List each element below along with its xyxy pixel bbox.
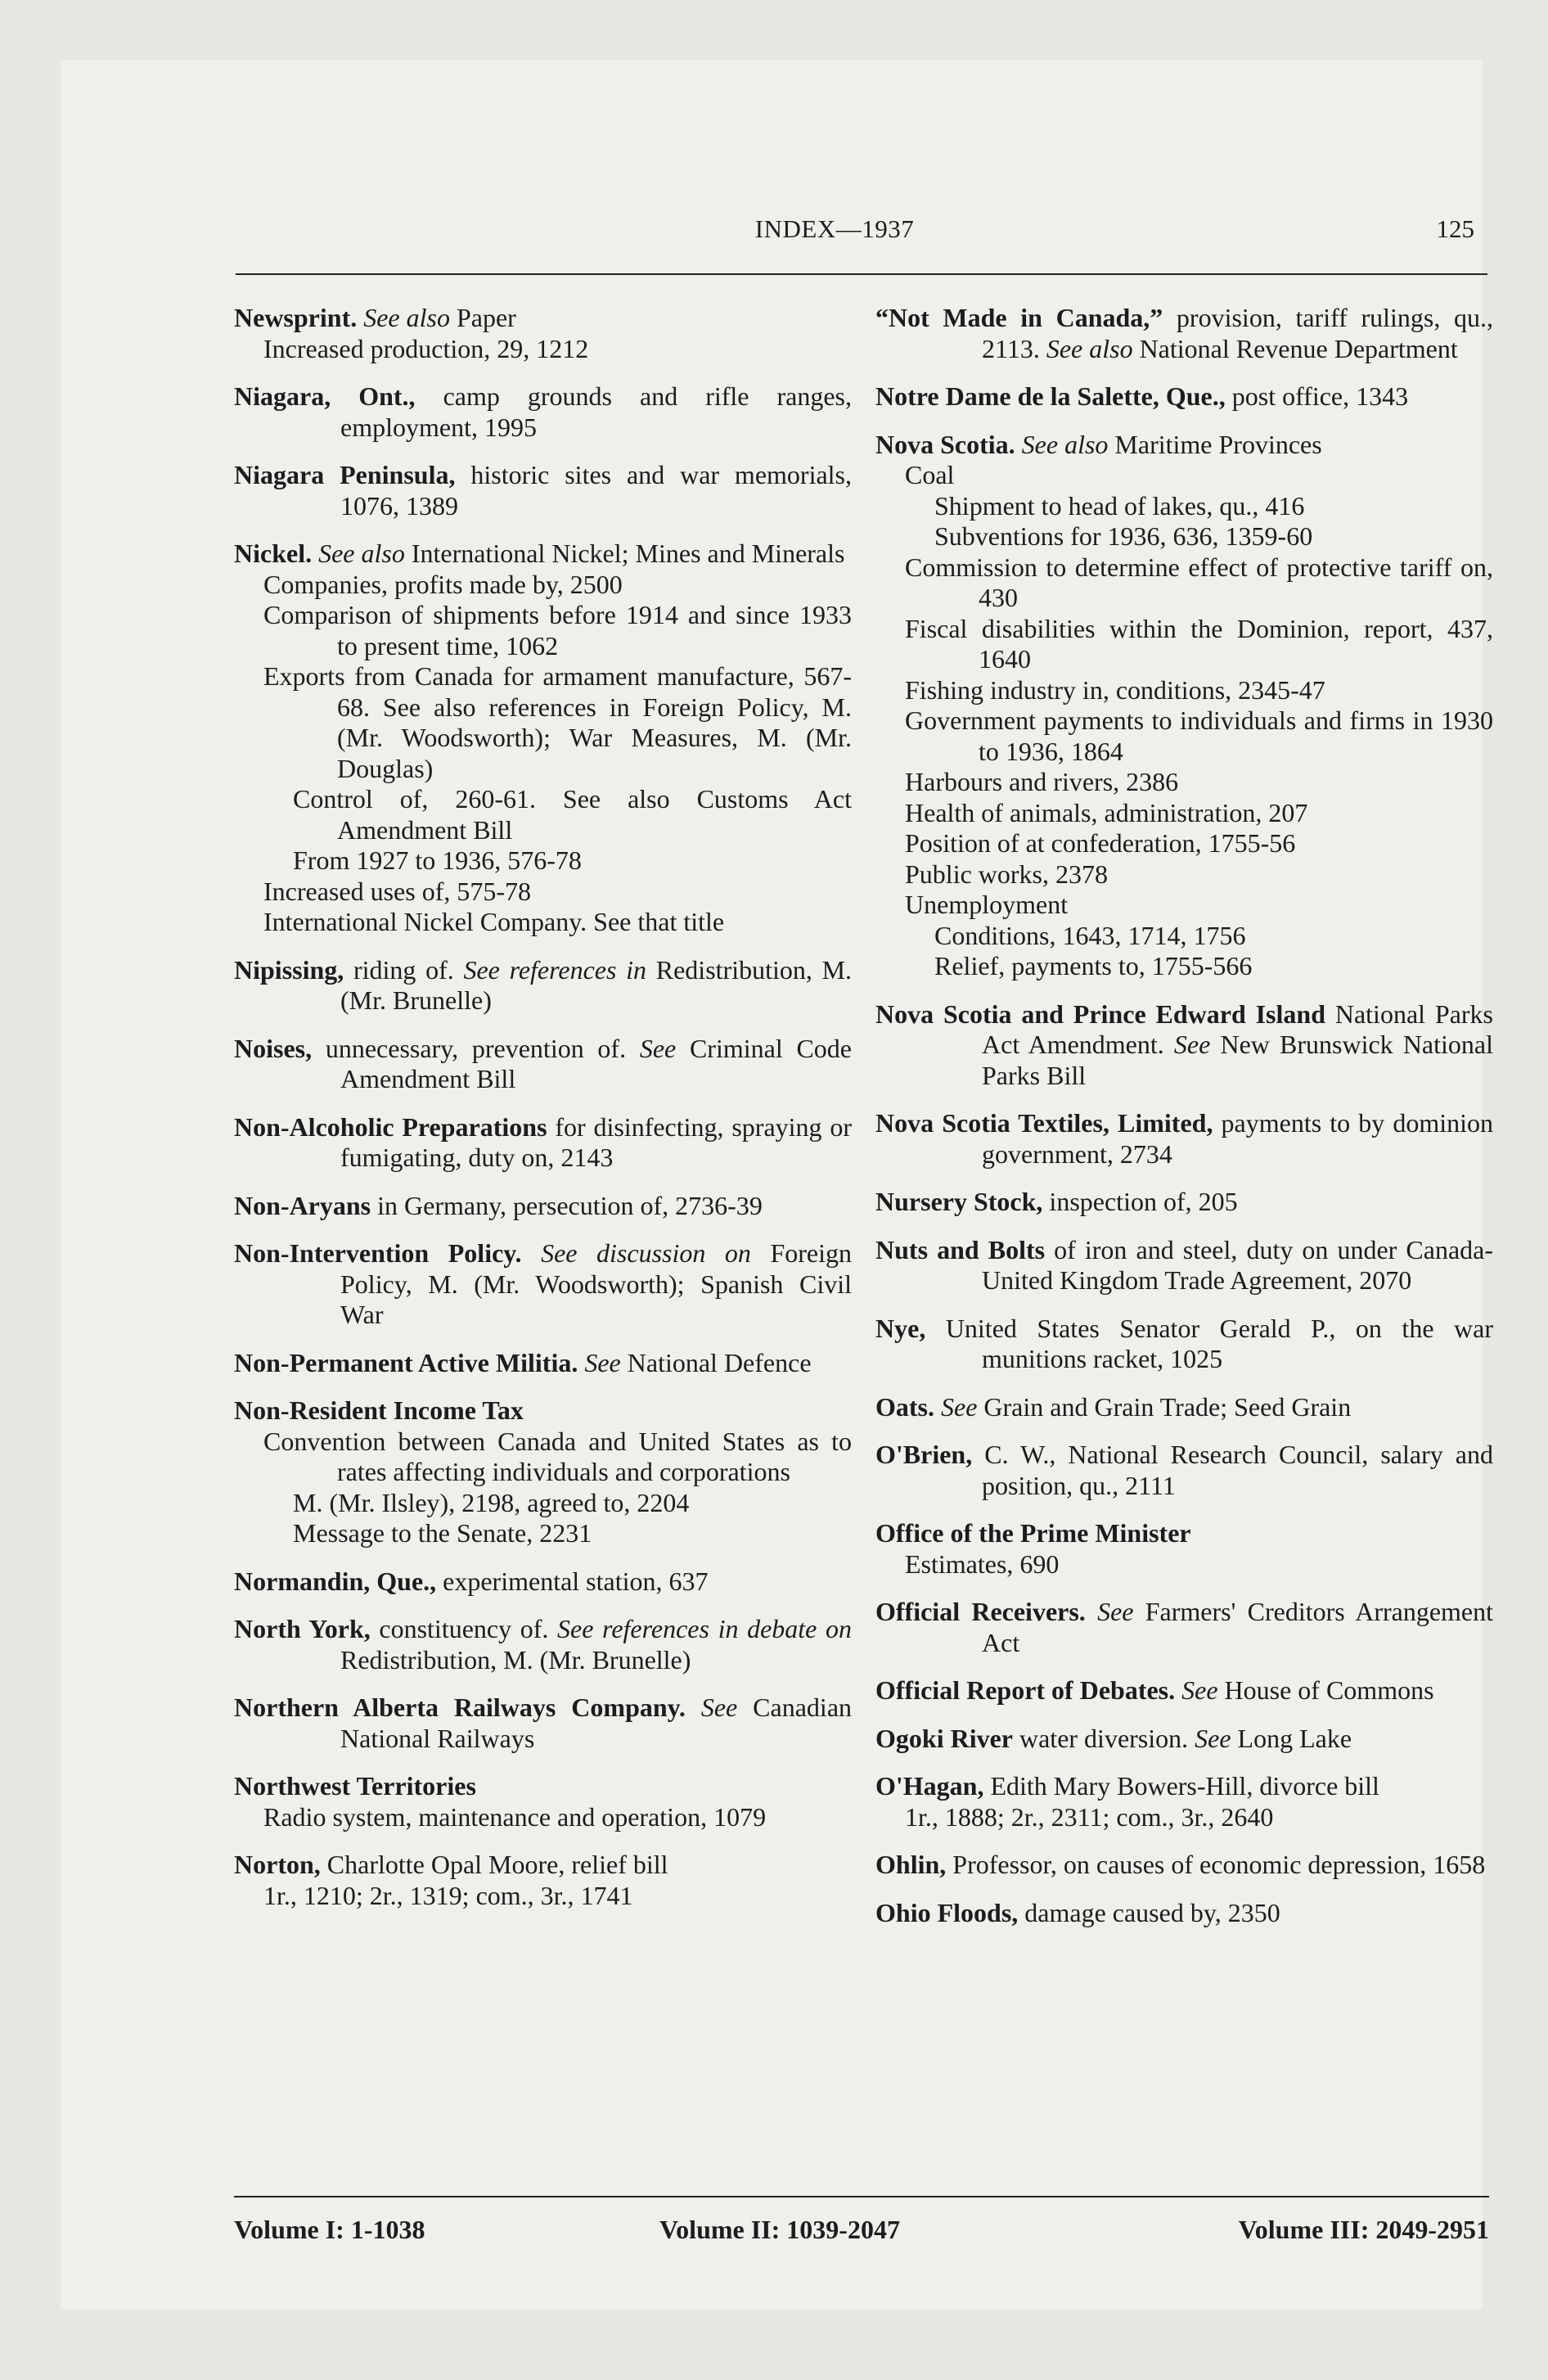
- entry-term: Ohio Floods,: [875, 1897, 1019, 1927]
- see-reference: See: [639, 1033, 677, 1063]
- entry-heading: [234, 1238, 852, 1331]
- index-entry: [234, 1850, 852, 1911]
- index-entry: [875, 303, 1493, 364]
- entry-text: International Nickel; Mines and Minerals: [404, 539, 845, 568]
- sub-entry: Coal: [905, 460, 955, 489]
- see-reference: See also: [318, 539, 405, 568]
- entry-text: Grain and Grain Trade; Seed Grain: [977, 1391, 1352, 1422]
- entry-heading: [234, 1395, 852, 1427]
- entry-text: water diversion.: [1012, 1723, 1195, 1753]
- index-page: [61, 61, 1494, 2310]
- entry-text: unnecessary, prevention of.: [312, 1033, 640, 1063]
- index-entry: [875, 1235, 1493, 1296]
- index-entry: [875, 1392, 1493, 1423]
- entry-heading: [234, 460, 852, 521]
- entry-term: O'Brien,: [875, 1440, 973, 1469]
- index-entry: [234, 1614, 852, 1675]
- entry-term: Non-Resident Income Tax: [234, 1395, 524, 1425]
- index-entry: [875, 1440, 1493, 1501]
- sub-entry: Message to the Senate, 2231: [293, 1518, 592, 1548]
- entry-text: Foreign Policy, M. (Mr. Woodsworth); Spanish Civil War: [340, 1238, 853, 1329]
- entry-text: Farmers' Creditors Arrangement Act: [982, 1597, 1494, 1657]
- index-entry: [234, 1771, 852, 1832]
- footer-rule: [234, 2196, 1489, 2197]
- see-reference: See references in: [463, 954, 647, 985]
- index-entry: [234, 539, 852, 938]
- entry-heading: [875, 1724, 1493, 1755]
- entry-heading: [234, 955, 852, 1016]
- see-reference: See: [941, 1391, 978, 1422]
- entry-term: Nye,: [875, 1313, 926, 1343]
- volume-1-range: Volume I: 1-1038: [234, 2215, 425, 2244]
- entry-term: Office of the Prime Minister: [875, 1518, 1191, 1548]
- entry-text: inspection of, 205: [1042, 1187, 1238, 1216]
- entry-text: Maritime Provinces: [1108, 429, 1322, 459]
- sub-entry: Estimates, 690: [905, 1548, 1060, 1579]
- sub-entry: Control of, 260-61. See also Customs Act Amendment Bill: [293, 784, 852, 845]
- entry-text: Redistribution, M. (Mr. Brunelle): [340, 954, 853, 1015]
- index-entry: [875, 1597, 1493, 1658]
- entry-text: Professor, on causes of economic depression, 1658: [946, 1850, 1486, 1879]
- sub-entry: Conditions, 1643, 1714, 1756: [934, 920, 1246, 950]
- entry-heading: [875, 1597, 1493, 1658]
- entry-heading: [875, 381, 1493, 412]
- index-entry: [875, 1898, 1493, 1929]
- entry-term: Noises,: [234, 1033, 313, 1063]
- page-title: INDEX—1937: [754, 214, 915, 243]
- entry-term: Official Receivers.: [875, 1597, 1086, 1626]
- sub-entry: 1r., 1210; 2r., 1319; com., 3r., 1741: [263, 1880, 633, 1910]
- sub-entry: Commission to determine effect of protective tariff on, 430: [905, 552, 1493, 612]
- entry-term: Normandin, Que.,: [234, 1566, 437, 1596]
- entry-term: Nova Scotia.: [875, 429, 1015, 459]
- index-entry: [234, 1112, 852, 1174]
- entry-term: Non-Aryans: [234, 1190, 371, 1220]
- entry-heading: [875, 1108, 1493, 1170]
- sub-entry: Radio system, maintenance and operation, 1079: [263, 1801, 767, 1832]
- see-reference: See references in debate on: [557, 1614, 853, 1643]
- entry-term: Northwest Territories: [234, 1771, 476, 1801]
- entry-term: Newsprint.: [234, 303, 358, 332]
- entry-heading: [875, 430, 1493, 461]
- index-entry: [234, 1238, 852, 1331]
- index-column-left: [234, 303, 852, 1928]
- sub-entry: Position of at confederation, 1755-56: [905, 828, 1296, 858]
- entry-term: Nickel.: [234, 539, 313, 568]
- entry-term: Nova Scotia and Prince Edward Island: [875, 998, 1325, 1029]
- entry-heading: [234, 1566, 852, 1598]
- index-column-right: [875, 303, 1493, 1945]
- index-entry: [234, 1693, 852, 1754]
- entry-text: [1086, 1597, 1097, 1626]
- entry-text: United States Senator Gerald P., on the war munitions racket, 1025: [925, 1313, 1493, 1373]
- entry-term: Ohlin,: [875, 1850, 947, 1879]
- entry-heading: [234, 1034, 852, 1095]
- entry-text: Canadian National Railways: [340, 1693, 853, 1753]
- entry-text: in Germany, persecution of, 2736-39: [371, 1190, 763, 1220]
- volume-3-range: Volume III: 2049-2951: [1238, 2215, 1489, 2244]
- entry-heading: [875, 1314, 1493, 1375]
- entry-heading: [234, 1614, 852, 1675]
- entry-heading: [875, 1235, 1493, 1296]
- entry-heading: [234, 303, 852, 334]
- entry-heading: [234, 1693, 852, 1754]
- entry-term: O'Hagan,: [875, 1771, 984, 1801]
- see-reference: See also: [363, 303, 450, 332]
- entry-term: Nuts and Bolts: [875, 1234, 1046, 1264]
- entry-text: [934, 1392, 941, 1422]
- see-reference: See: [1097, 1597, 1134, 1626]
- sub-entry: Subventions for 1936, 636, 1359-60: [934, 521, 1313, 551]
- entry-text: C. W., National Research Council, salary and position, qu., 2111: [972, 1440, 1493, 1500]
- sub-entry: Public works, 2378: [905, 859, 1108, 889]
- entry-term: Official Report of Debates.: [875, 1675, 1176, 1705]
- index-entry: [875, 1850, 1493, 1881]
- see-reference: See: [1181, 1675, 1218, 1705]
- entry-text: riding of.: [344, 954, 464, 985]
- sub-entry: Comparison of shipments before 1914 and since 1933 to present time, 1062: [263, 600, 852, 660]
- entry-heading: [875, 1850, 1493, 1881]
- sub-entry: Relief, payments to, 1755-566: [934, 951, 1253, 980]
- entry-text: Edith Mary Bowers-Hill, divorce bill: [983, 1771, 1379, 1801]
- entry-heading: [234, 381, 852, 443]
- entry-heading: [234, 1850, 852, 1881]
- entry-heading: [234, 539, 852, 570]
- entry-text: historic sites and war memorials, 1076, 1389: [340, 460, 853, 521]
- entry-heading: [875, 1898, 1493, 1929]
- index-entry: [234, 1191, 852, 1222]
- entry-text: New Brunswick National Parks Bill: [982, 1030, 1493, 1090]
- index-entry: [234, 381, 852, 443]
- sub-entry: Unemployment: [905, 890, 1069, 919]
- entry-heading: [234, 1348, 852, 1379]
- entry-text: National Revenue Department: [1132, 333, 1458, 363]
- entry-term: Norton,: [234, 1850, 321, 1879]
- entry-text: House of Commons: [1217, 1675, 1434, 1705]
- entry-text: [1175, 1675, 1181, 1705]
- entry-text: constituency of.: [370, 1614, 558, 1643]
- entry-text: Criminal Code Amendment Bill: [340, 1033, 853, 1093]
- sub-entry: Harbours and rivers, 2386: [905, 767, 1179, 796]
- entry-term: Nipissing,: [234, 954, 344, 985]
- sub-entry: Shipment to head of lakes, qu., 416: [934, 490, 1305, 521]
- sub-entry: Fishing industry in, conditions, 2345-47: [905, 674, 1325, 705]
- index-entry: [875, 430, 1493, 982]
- running-head: [180, 214, 1489, 254]
- entry-term: Notre Dame de la Salette, Que.,: [875, 381, 1226, 411]
- entry-text: experimental station, 637: [436, 1566, 709, 1596]
- entry-term: Oats.: [875, 1391, 934, 1422]
- header-rule: [236, 273, 1487, 275]
- entry-heading: [875, 1518, 1493, 1549]
- index-entry: [875, 1724, 1493, 1755]
- entry-text: camp grounds and rifle ranges, employment, 1995: [340, 381, 853, 442]
- entry-term: Non-Alcoholic Preparations: [234, 1111, 547, 1142]
- sub-entry: M. (Mr. Ilsley), 2198, agreed to, 2204: [293, 1487, 690, 1517]
- entry-text: National Parks Act Amendment.: [982, 998, 1494, 1059]
- index-entry: [875, 1518, 1493, 1580]
- entry-term: North York,: [234, 1614, 371, 1643]
- entry-heading: [234, 1112, 852, 1174]
- entry-heading: [875, 1675, 1493, 1706]
- entry-heading: [875, 1392, 1493, 1423]
- sub-entry: Government payments to individuals and firms in 1930 to 1936, 1864: [905, 705, 1493, 766]
- index-entry: [234, 1395, 852, 1549]
- entry-heading: [234, 1191, 852, 1222]
- index-entry: [875, 1675, 1493, 1706]
- index-entry: [875, 381, 1493, 412]
- entry-heading: [875, 1187, 1493, 1218]
- index-entry: [234, 955, 852, 1016]
- entry-term: Non-Permanent Active Militia.: [234, 1347, 578, 1377]
- sub-entry: International Nickel Company. See that title: [263, 907, 725, 936]
- entry-text: Charlotte Opal Moore, relief bill: [320, 1850, 668, 1879]
- sub-entry: Convention between Canada and United States as to rates affecting individuals and corporations: [263, 1426, 852, 1486]
- sub-entry: Increased production, 29, 1212: [263, 333, 589, 363]
- sub-entry: Fiscal disabilities within the Dominion, report, 437, 1640: [905, 613, 1493, 674]
- entry-text: payments to by dominion government, 2734: [982, 1108, 1494, 1169]
- entry-text: [522, 1238, 542, 1268]
- sub-entry: 1r., 1888; 2r., 2311; com., 3r., 2640: [905, 1801, 1274, 1832]
- index-entry: [875, 1314, 1493, 1375]
- index-entry: [234, 1348, 852, 1379]
- entry-text: Redistribution, M. (Mr. Brunelle): [340, 1644, 691, 1675]
- page-number: 125: [1436, 214, 1474, 243]
- index-entry: [875, 1108, 1493, 1170]
- entry-text: for disinfecting, spraying or fumigating, duty on, 2143: [340, 1111, 853, 1172]
- entry-text: [312, 539, 318, 568]
- see-reference: See also: [1046, 333, 1133, 363]
- entry-heading: [875, 999, 1493, 1092]
- entry-text: damage caused by, 2350: [1018, 1897, 1280, 1927]
- see-reference: See: [700, 1693, 738, 1722]
- sub-entry: Exports from Canada for armament manufacture, 567-68. See also references in Foreign Policy, M. (Mr. Woodsworth); War Measures, M. (Mr. Douglas): [263, 661, 852, 783]
- entry-heading: [875, 1440, 1493, 1501]
- sub-entry: Increased uses of, 575-78: [263, 876, 531, 906]
- see-reference: See also: [1021, 429, 1109, 459]
- entry-term: Niagara, Ont.,: [234, 381, 416, 411]
- entry-term: Nursery Stock,: [875, 1187, 1043, 1216]
- see-reference: See discussion on: [541, 1238, 751, 1268]
- see-reference: See: [1173, 1030, 1211, 1059]
- entry-text: Paper: [449, 303, 516, 332]
- entry-term: Nova Scotia Textiles, Limited,: [875, 1108, 1213, 1138]
- entry-text: Long Lake: [1231, 1723, 1352, 1753]
- entry-text: of iron and steel, duty on under Canada-United Kingdom Trade Agreement, 2070: [982, 1234, 1494, 1295]
- volume-2-range: Volume II: 1039-2047: [659, 2215, 900, 2244]
- sub-entry: Health of animals, administration, 207: [905, 797, 1308, 827]
- index-entry: [875, 999, 1493, 1092]
- entry-heading: [234, 1771, 852, 1802]
- entry-heading: [875, 303, 1493, 364]
- index-entry: [875, 1187, 1493, 1218]
- entry-term: Niagara Peninsula,: [234, 460, 456, 489]
- entry-text: National Defence: [620, 1347, 812, 1377]
- index-entry: [234, 1566, 852, 1598]
- index-entry: [234, 303, 852, 364]
- entry-term: Non-Intervention Policy.: [234, 1238, 522, 1268]
- index-entry: [234, 460, 852, 521]
- entry-term: Northern Alberta Railways Company.: [234, 1693, 686, 1722]
- sub-entry: From 1927 to 1936, 576-78: [293, 845, 582, 875]
- entry-term: “Not Made in Canada,”: [875, 303, 1163, 332]
- entry-heading: [875, 1771, 1493, 1802]
- entry-text: [1015, 430, 1022, 459]
- entry-text: post office, 1343: [1225, 381, 1409, 411]
- sub-entry: Companies, profits made by, 2500: [263, 569, 623, 599]
- entry-term: Ogoki River: [875, 1723, 1013, 1753]
- see-reference: See: [584, 1347, 621, 1377]
- see-reference: See: [1195, 1723, 1231, 1753]
- index-entry: [875, 1771, 1493, 1832]
- entry-text: provision, tariff rulings, qu., 2113.: [982, 303, 1493, 363]
- index-entry: [234, 1034, 852, 1095]
- entry-text: [686, 1693, 701, 1722]
